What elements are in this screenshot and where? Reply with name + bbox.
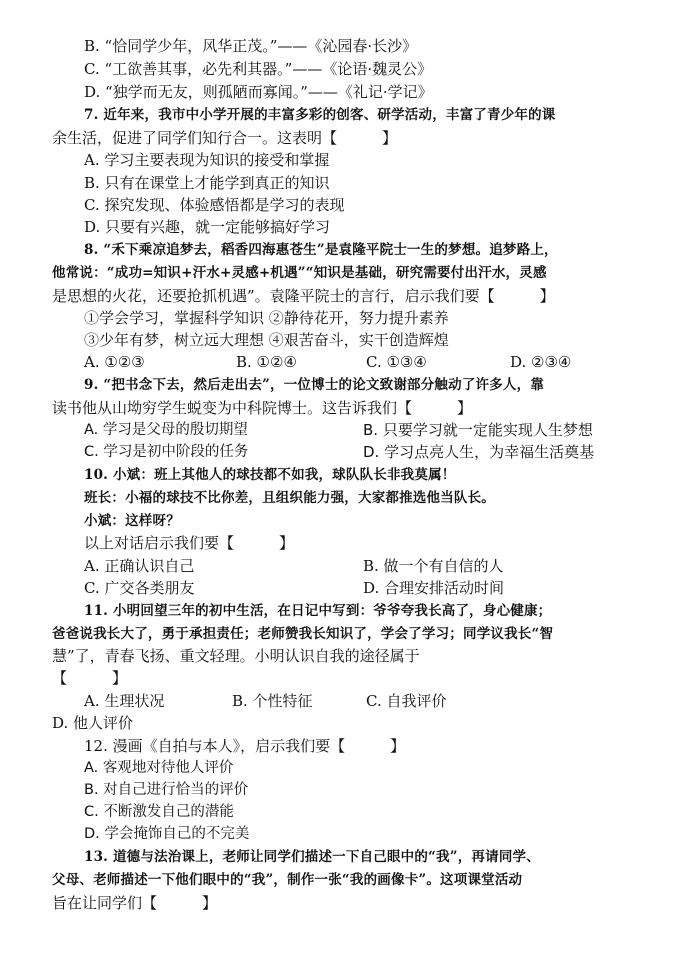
q8-stem-line1: 8. “禾下乘凉追梦去，稻香四海惠苍生”是袁隆平院士一生的梦想。追梦路上，: [84, 242, 558, 258]
q10-option-a: A. 正确认识自己: [84, 557, 195, 575]
q11-stem-line2: 爸爸说我长大了，勇于承担责任；老师赞我长知识了，学会了学习；同学议我长“智: [52, 626, 554, 642]
q8-stem-line2: 他常说：“成功=知识+汗水+灵感+机遇”“知识是基础，研究需要付出汗水，灵感: [52, 265, 547, 281]
q11-option-b: B. 个性特征: [232, 692, 313, 710]
q10-dialogue-line3: 小斌：这样呀？: [84, 513, 180, 529]
q11-option-c: C. 自我评价: [366, 692, 447, 710]
q7-stem-line2: 余生活，促进了同学们知行合一。这表明【 】: [52, 129, 398, 147]
q9-option-b: B. 只要学习就一定能实现人生梦想: [363, 421, 593, 439]
q9-option-d: D. 学习点亮人生，为幸福生活奠基: [363, 443, 595, 461]
q7-option-c: C. 探究发现、体验感悟都是学习的表现: [84, 196, 345, 214]
q11-answer-bracket: 【 】: [52, 669, 128, 687]
q13-stem-line1: 13. 道德与法治课上，老师让同学们描述一下自己眼中的“我”，再请同学、: [84, 849, 540, 865]
q11-option-d: D. 他人评价: [52, 714, 134, 732]
q12-option-c: C. 不断激发自己的潜能: [84, 804, 234, 820]
q13-stem-line3: 旨在让同学们【 】: [52, 894, 218, 912]
q8-items-line2: ③少年有梦，树立远大理想 ④艰苦奋斗，实干创造辉煌: [84, 331, 449, 349]
q11-option-a: A. 生理状况: [84, 692, 165, 710]
q11-stem-line3: 慧”了，青春飞扬、重文轻理。小明认识自我的途径属于: [52, 647, 420, 665]
q8-stem-line3: 是思想的火花，还要抢抓机遇”。袁隆平院士的言行，启示我们要【 】: [52, 287, 555, 305]
q6-option-d: D. “独学而无友，则孤陋而寡闻。”——《礼记·学记》: [84, 83, 433, 101]
q9-option-c: C. 学习是初中阶段的任务: [84, 444, 249, 460]
q12-option-a: A. 客观地对待他人评价: [84, 760, 234, 776]
q10-dialogue-line2: 班长：小福的球技不比你差，且组织能力强，大家都推选他当队长。: [84, 490, 495, 506]
q8-option-c: C. ①③④: [366, 353, 427, 371]
q7-option-d: D. 只要有兴趣，就一定能够搞好学习: [84, 218, 331, 236]
q6-option-b: B. “恰同学少年，风华正茂。”——《沁园春·长沙》: [84, 37, 418, 55]
q11-stem-line1: 11. 小明回望三年的初中生活，在日记中写到：爷爷夸我长高了，身心健康；: [84, 603, 552, 619]
q12-option-b: B. 对自己进行恰当的评价: [84, 782, 249, 798]
q7-stem-line1: 7. 近年来，我市中小学开展的丰富多彩的创客、研学活动，丰富了青少年的课: [84, 107, 556, 123]
q10-dialogue-line1: 10. 小斌：班上其他人的球技都不如我，球队队长非我莫属！: [84, 467, 456, 483]
q12-stem: 12. 漫画《自拍与本人》，启示我们要【 】: [84, 737, 406, 755]
q10-option-d: D. 合理安排活动时间: [363, 579, 505, 597]
q7-option-a: A. 学习主要表现为知识的接受和掌握: [84, 151, 330, 169]
q10-option-b: B. 做一个有自信的人: [363, 557, 504, 575]
q8-option-b: B. ①②④: [236, 353, 297, 371]
q13-stem-line2: 父母、老师描述一下他们眼中的“我”，制作一张“我的画像卡”。这项课堂活动: [52, 872, 523, 888]
q8-option-a: A. ①②③: [84, 353, 145, 371]
q8-items-line1: ①学会学习，掌握科学知识 ②静待花开，努力提升素养: [84, 309, 449, 327]
q9-stem-line1: 9. “把书念下去，然后走出去”，一位博士的论文致谢部分触动了许多人，靠: [84, 377, 545, 393]
q6-option-c: C. “工欲善其事，必先利其器。”——《论语·魏灵公》: [84, 60, 433, 78]
q10-option-c: C. 广交各类朋友: [84, 579, 195, 597]
q10-stem: 以上对话启示我们要【 】: [84, 534, 295, 552]
q9-option-a: A. 学习是父母的殷切期望: [84, 422, 248, 438]
q8-option-d: D. ②③④: [510, 353, 572, 371]
q9-stem-line2: 读书他从山坳穷学生蜕变为中科院博士。这告诉我们【 】: [52, 399, 473, 417]
q7-option-b: B. 只有在课堂上才能学到真正的知识: [84, 174, 330, 192]
q12-option-d: D. 学会掩饰自己的不完美: [84, 826, 250, 842]
